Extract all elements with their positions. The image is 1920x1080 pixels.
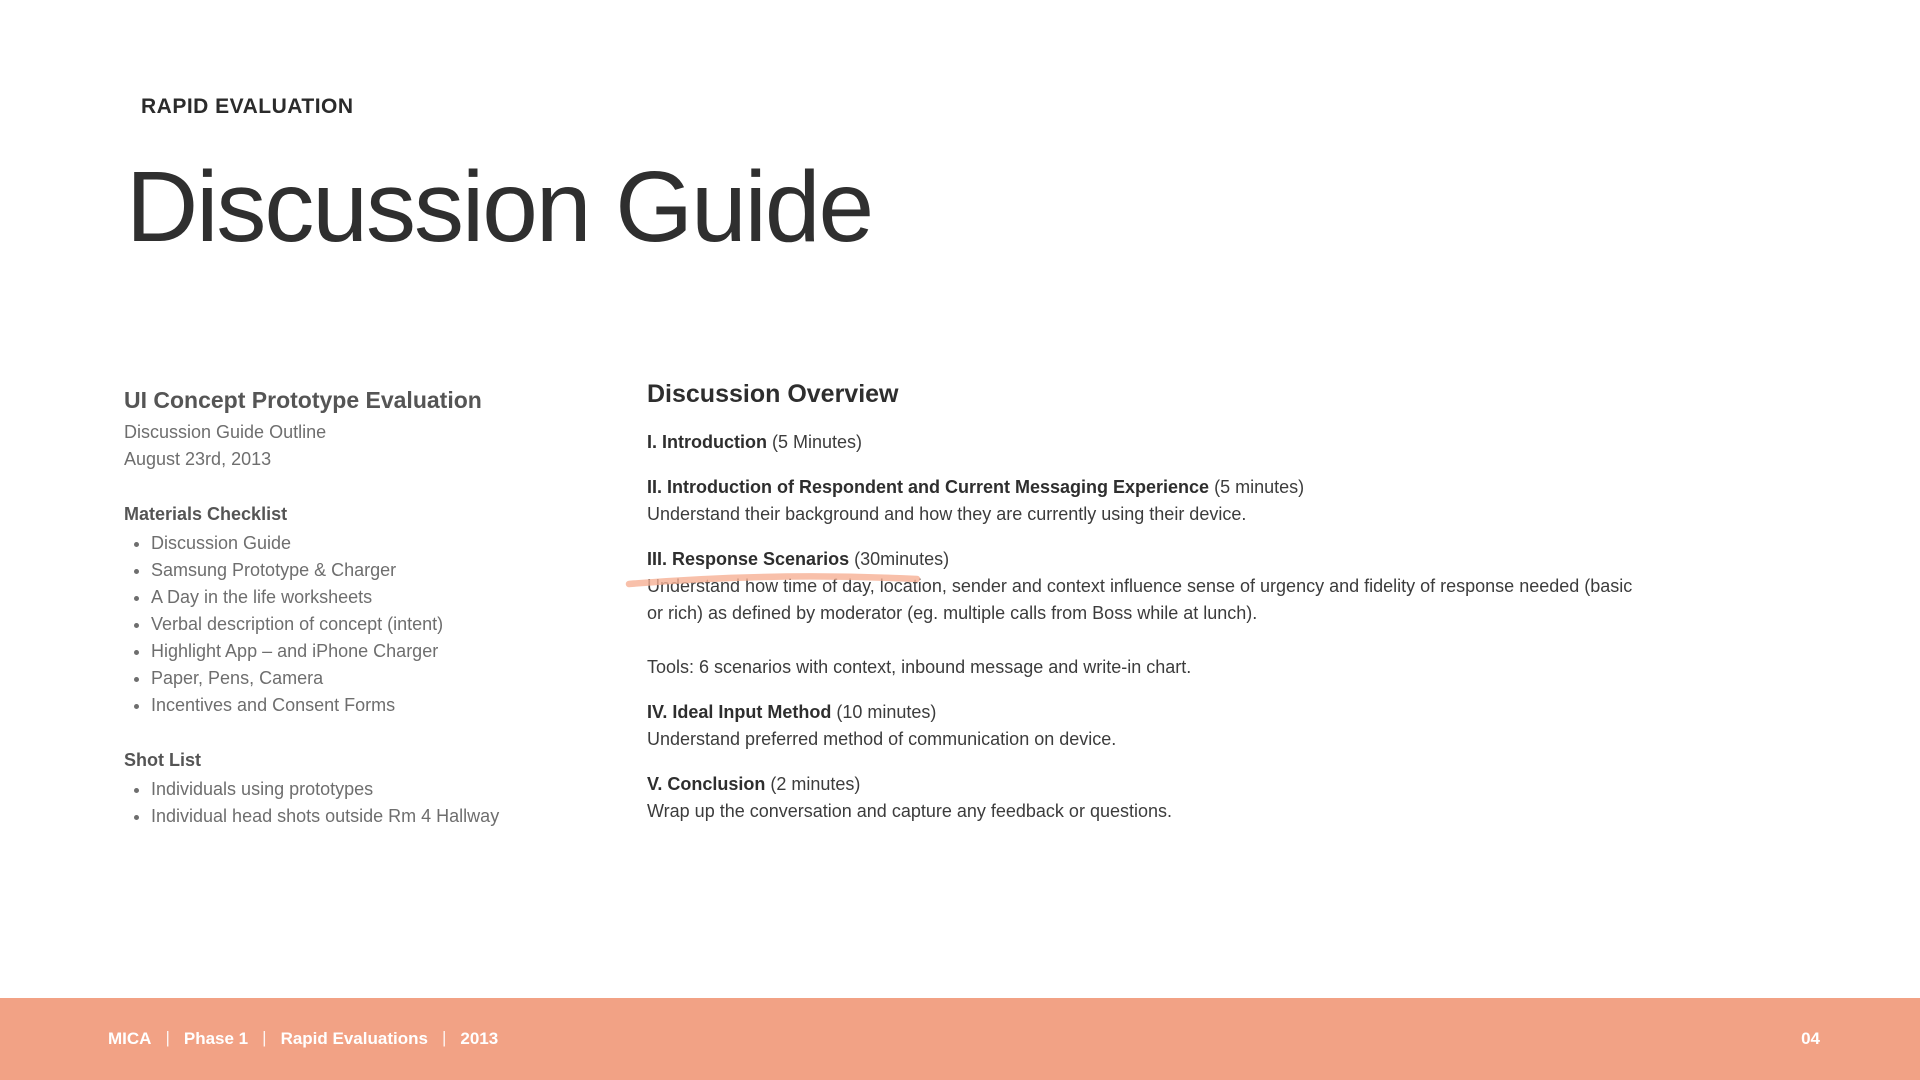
shot-list-heading: Shot List	[124, 750, 201, 770]
list-item: • Incentives and Consent Forms	[151, 692, 594, 719]
section-label: I. Introduction	[647, 432, 767, 452]
section-heading	[647, 771, 1647, 798]
list-item: • A Day in the life worksheets	[151, 584, 594, 611]
materials-checklist	[124, 530, 594, 719]
outline-subheading: Discussion Guide Outline	[124, 422, 327, 442]
list-item: • Individual head shots outside Rm 4 Hallway	[151, 803, 594, 830]
section-heading	[647, 546, 1647, 573]
footer-separator: |	[262, 1028, 267, 1047]
overview-heading: Discussion Overview	[647, 380, 899, 408]
section-time: (30minutes)	[854, 549, 950, 569]
section-heading	[647, 699, 1647, 726]
list-item: • Individuals using prototypes	[151, 776, 594, 803]
section-heading	[647, 474, 1647, 501]
footer-item: Phase 1	[183, 1029, 249, 1048]
footer-item: Rapid Evaluations	[280, 1029, 428, 1048]
footer-bar	[0, 998, 1920, 1080]
evaluation-heading: UI Concept Prototype Evaluation	[124, 387, 482, 413]
materials-checklist-heading: Materials Checklist	[124, 504, 288, 524]
overview-section-4	[647, 699, 1647, 753]
page-title: Discussion Guide	[126, 151, 873, 263]
date-text: August 23rd, 2013	[124, 449, 272, 469]
section-body: Understand preferred method of communication on device.	[647, 729, 1117, 749]
shot-list	[124, 776, 594, 830]
section-body: Wrap up the conversation and capture any feedback or questions.	[647, 801, 1172, 821]
section-label: V. Conclusion	[647, 774, 766, 794]
footer-separator: |	[165, 1028, 170, 1047]
footer-item: 2013	[460, 1029, 499, 1048]
list-item: • Samsung Prototype & Charger	[151, 557, 594, 584]
list-item: • Discussion Guide	[151, 530, 594, 557]
section-label: IV. Ideal Input Method	[647, 702, 832, 722]
section-tools-note: Tools: 6 scenarios with context, inbound message and write-in chart.	[647, 657, 1192, 677]
list-item: • Paper, Pens, Camera	[151, 665, 594, 692]
section-body: Understand how time of day, location, sender and context influence sense of urgency and fidelity of response needed (basic or rich) as defined by moderator (eg. multiple calls from Boss while at lunch).	[647, 576, 1633, 623]
footer-separator: |	[441, 1028, 447, 1047]
section-time: (10 minutes)	[836, 702, 937, 722]
eyebrow-label: RAPID EVALUATION	[141, 95, 354, 118]
list-item: • Highlight App – and iPhone Charger	[151, 638, 594, 665]
overview-section-2	[647, 474, 1647, 528]
section-label: III. Response Scenarios	[647, 549, 850, 569]
section-time: (2 minutes)	[770, 774, 861, 794]
discussion-overview-column	[647, 381, 1647, 843]
footer-item: MICA	[108, 1029, 152, 1048]
overview-section-1	[647, 429, 1647, 456]
section-time: (5 minutes)	[1214, 477, 1305, 497]
footer-breadcrumb	[108, 1029, 498, 1049]
list-item: • Verbal description of concept (intent)	[151, 611, 594, 638]
section-label: II. Introduction of Respondent and Current Messaging Experience	[647, 477, 1210, 497]
left-column	[124, 385, 594, 830]
section-heading	[647, 429, 1647, 456]
overview-section-3	[647, 546, 1647, 681]
page-number: 04	[1801, 1029, 1820, 1048]
section-body: Understand their background and how they are currently using their device.	[647, 504, 1247, 524]
section-time: (5 Minutes)	[772, 432, 863, 452]
overview-section-5	[647, 771, 1647, 825]
